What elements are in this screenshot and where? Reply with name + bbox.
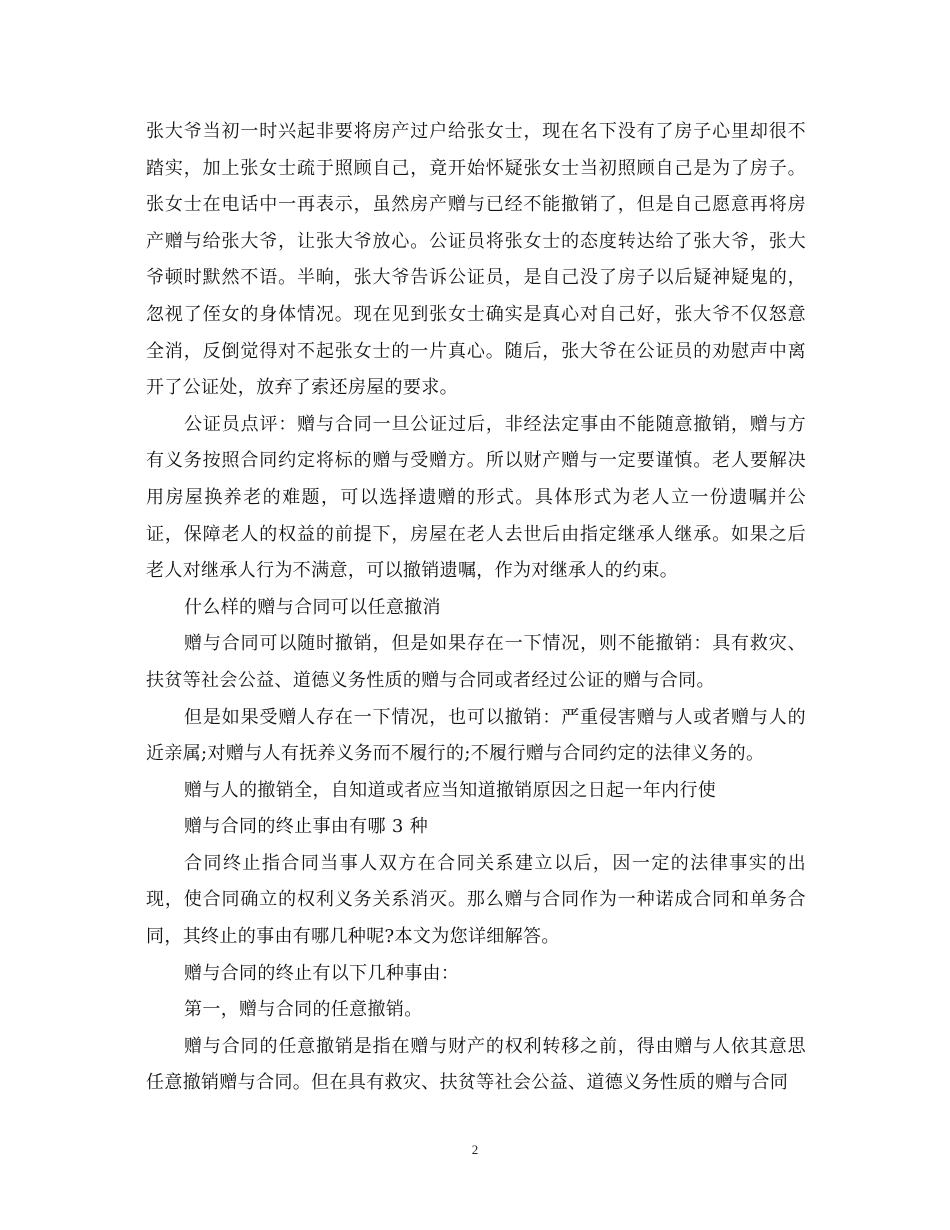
page-number: 2 <box>471 1142 479 1157</box>
paragraph-9: 赠与合同的终止有以下几种事由： <box>184 962 460 984</box>
paragraph-4: 赠与合同可以随时撤销，但是如果存在一下情况，则不能撤销：具有救灾、扶贫等社会公益、道德义务性质的赠与合同或者经过公证的赠与合同。 <box>146 633 806 691</box>
paragraph-11: 赠与合同的任意撤销是指在赠与财产的权利转移之前，得由赠与人依其意思任意撤销赠与合同。但在具有救灾、扶贫等社会公益、道德义务性质的赠与合同 <box>146 1035 806 1094</box>
paragraph-10: 第一，赠与合同的任意撤销。 <box>184 999 423 1021</box>
paragraph-8: 合同终止指合同当事人双方在合同关系建立以后，因一定的法律事实的出现，使合同确立的权利义务关系消灭。那么赠与合同作为一种诺成合同和单务合同，其终止的事由有哪几种呢?本文为您详细解答。 <box>146 852 806 948</box>
paragraph-2: 公证员点评：赠与合同一旦公证过后，非经法定事由不能随意撤销，赠与方有义务按照合同约定将标的赠与受赠方。所以财产赠与一定要谨慎。老人要解决用房屋换养老的难题，可以选择遗赠的形式。具体形式为老人立一份遗嘱并公证，保障老人的权益的前提下，房屋在老人去世后由指定继承人继承。如果之后老人对继承人行为不满意，可以撤销遗嘱，作为对继承人的约束。 <box>146 413 806 582</box>
document-body <box>146 114 806 1102</box>
paragraph-3: 什么样的赠与合同可以任意撤消 <box>184 596 441 618</box>
paragraph-7: 赠与合同的终止事由有哪 3 种 <box>184 816 429 838</box>
paragraph-6: 赠与人的撤销全，自知道或者应当知道撤销原因之日起一年内行使 <box>184 779 717 801</box>
paragraph-1: 张大爷当初一时兴起非要将房产过户给张女士，现在名下没有了房子心里却很不踏实，加上张女士疏于照顾自己，竟开始怀疑张女士当初照顾自己是为了房子。张女士在电话中一再表示，虽然房产赠与已经不能撤销了，但是自己愿意再将房产赠与给张大爷，让张大爷放心。公证员将张女士的态度转达给了张大爷，张大爷顿时默然不语。半晌，张大爷告诉公证员，是自己没了房子以后疑神疑鬼的，忽视了侄女的身体情况。现在见到张女士确实是真心对自己好，张大爷不仅怒意全消，反倒觉得对不起张女士的一片真心。随后，张大爷在公证员的劝慰声中离开了公证处，放弃了索还房屋的要求。 <box>146 121 806 399</box>
paragraph-5: 但是如果受赠人存在一下情况，也可以撤销：严重侵害赠与人或者赠与人的近亲属;对赠与人有抚养义务而不履行的;不履行赠与合同约定的法律义务的。 <box>146 706 806 765</box>
